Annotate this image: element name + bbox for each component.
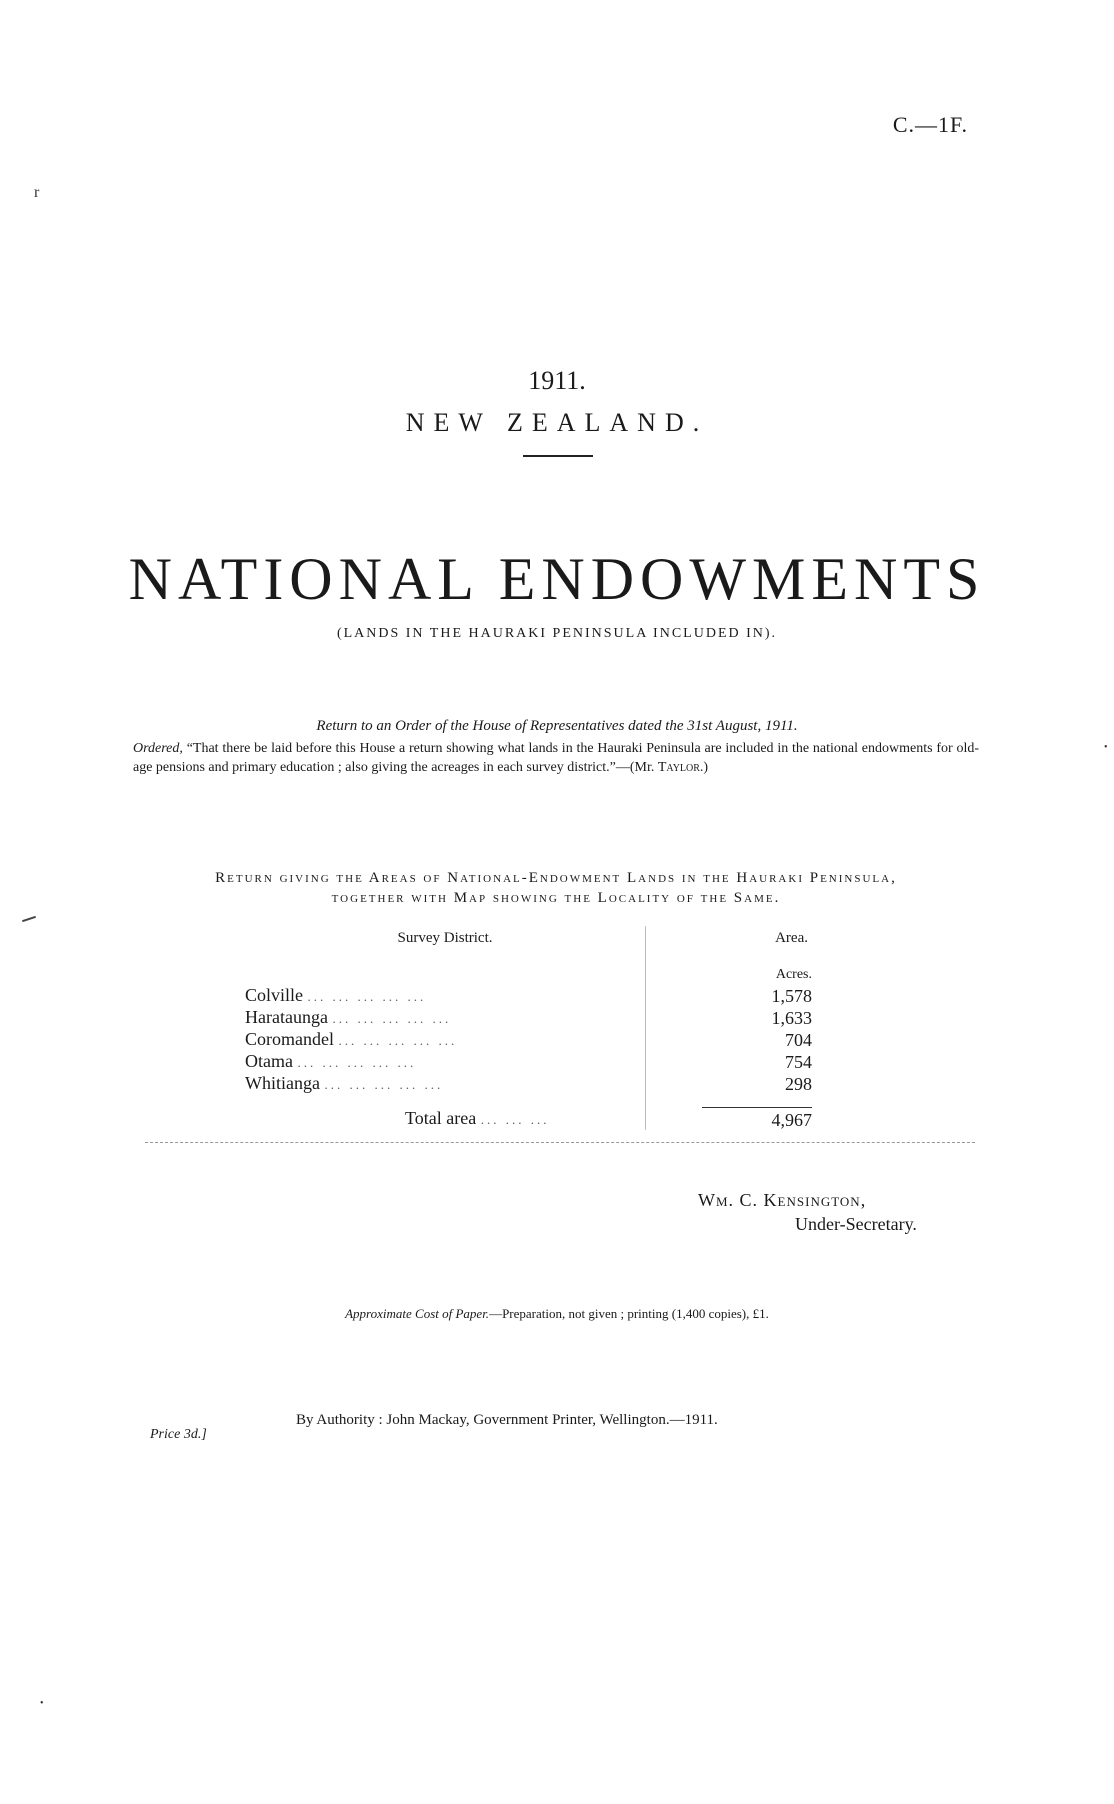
margin-mark: r [34,184,40,201]
cost-text: —Preparation, not given ; printing (1,400 copies), £1. [489,1306,769,1321]
leader-dots: ... ... ... [480,1111,550,1127]
country-name: NEW ZEALAND. [405,408,709,437]
district-area: 1,578 [646,985,871,1007]
unit-row [245,965,870,985]
cost-label: Approximate Cost of Paper. [345,1306,490,1321]
document-reference: C.—1F. [892,112,968,137]
printer-authority: By Authority : John Mackay, Government Printer, Wellington.—1911. [296,1412,718,1428]
table-row [245,1007,870,1029]
total-value: 4,967 [702,1107,812,1130]
header-survey-district: Survey District. [397,930,493,946]
leader-dots: ... ... ... ... ... [324,1077,444,1092]
table-row [245,1073,870,1095]
signatory-name: Wm. C. Kensington, [698,1190,867,1210]
district-name: Colville [245,985,303,1005]
areas-table [245,926,870,1130]
district-name: Otama [245,1051,293,1071]
district-area: 298 [646,1073,871,1095]
district-name: Whitianga [245,1073,320,1093]
total-row [245,1095,870,1130]
document-year: 1911. [528,366,586,395]
district-name: Harataunga [245,1007,328,1027]
table-end-rule [145,1142,975,1143]
signatory-title: Under-Secretary. [795,1214,917,1234]
return-heading [133,868,979,908]
return-heading-line: Return giving the Areas of National-Endowment Lands in the Hauraki Peninsula, [215,870,897,886]
table-row [245,1029,870,1051]
cost-of-paper [0,1306,1114,1322]
district-area: 704 [646,1029,871,1051]
price-label: Price 3d.] [150,1427,207,1442]
ordered-paragraph [133,739,979,777]
leader-dots: ... ... ... ... ... [297,1055,417,1070]
header-area: Area. [646,926,871,965]
leader-dots: ... ... ... ... ... [307,989,427,1004]
leader-dots: ... ... ... ... ... [332,1011,452,1026]
margin-mark [22,916,36,922]
district-area: 754 [646,1051,871,1073]
district-name: Coromandel [245,1029,334,1049]
margin-mark: • [40,1698,44,1709]
ordered-text: “That there be laid before this House a return showing what lands in the Hauraki Peninsula are included in the national endowments for old-age pensions and primary education ; also giving the acreages in each survey district.”—(Mr. [133,741,980,775]
district-area: 1,633 [646,1007,871,1029]
title-rule [523,455,593,457]
return-heading-line: together with Map showing the Locality of the Same. [331,890,781,906]
page-subtitle: (LANDS IN THE HAURAKI PENINSULA INCLUDED IN). [336,626,778,641]
table-row [245,985,870,1007]
ordered-label: Ordered, [133,741,183,756]
page-title: NATIONAL ENDOWMENTS [128,546,986,612]
table-header-row [245,926,870,965]
order-return-line: Return to an Order of the House of Representatives dated the 31st August, 1911. [316,718,798,734]
margin-mark: • [1104,742,1108,753]
total-label: Total area [405,1107,477,1128]
unit-label: Acres. [646,965,871,985]
leader-dots: ... ... ... ... ... [338,1033,458,1048]
table-row [245,1051,870,1073]
ordered-member: Taylor.) [657,760,709,775]
